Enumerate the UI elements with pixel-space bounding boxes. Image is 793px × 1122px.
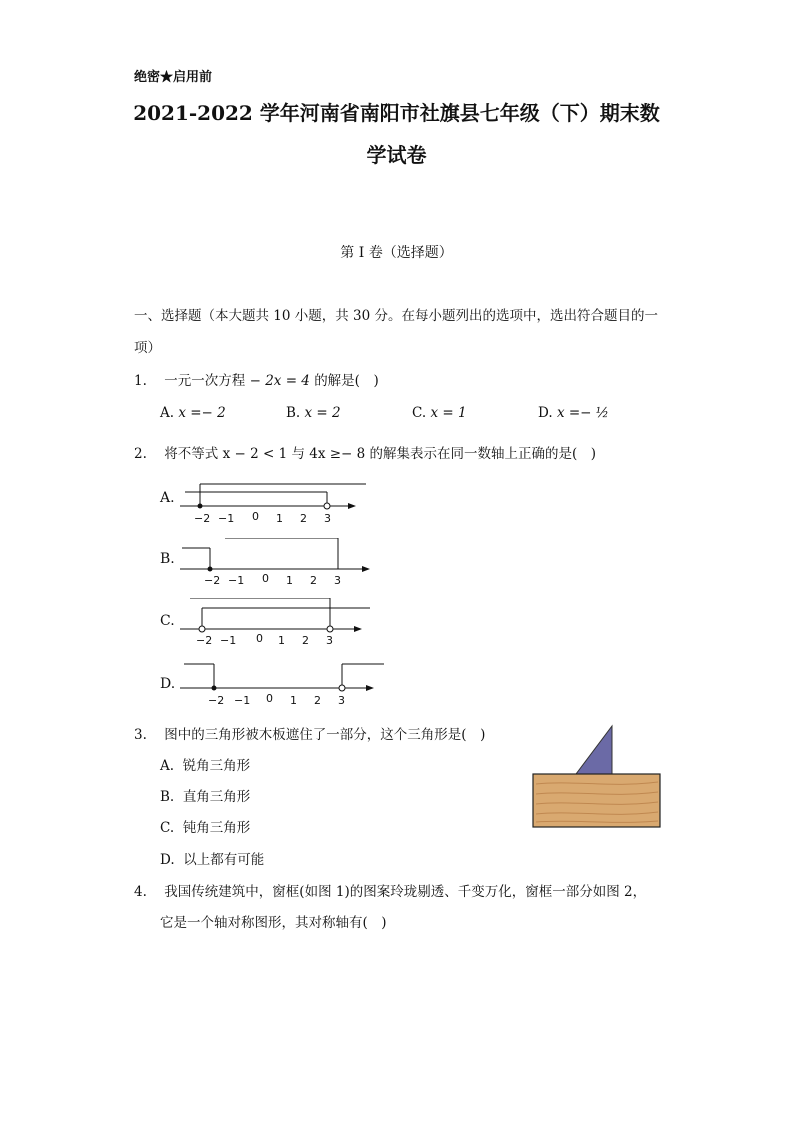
q3-option-d[interactable]: D. 以上都有可能 — [160, 852, 265, 868]
q3-option-a[interactable]: A. 锐角三角形 — [160, 758, 251, 774]
q1-option-c[interactable]: C. x = 1 — [412, 405, 467, 421]
tick-label: −1 — [220, 634, 237, 647]
tick-label: 2 — [300, 512, 307, 525]
tick-label: 1 — [286, 574, 293, 587]
question-stem: 图中的三角形被木板遮住了一部分，这个三角形是( ) — [164, 727, 486, 743]
question-number: 2. — [134, 446, 147, 462]
tick-label: −2 — [204, 574, 221, 587]
tick-label: 1 — [290, 694, 297, 707]
question-1 — [134, 369, 379, 389]
q2-option-a-label[interactable]: A. — [160, 490, 175, 506]
exam-title-line1: 2021-2022 学年河南省南阳市社旗县七年级（下）期末数 — [133, 101, 660, 125]
tick-label: −1 — [228, 574, 245, 587]
tick-label: 2 — [302, 634, 309, 647]
tick-label: 2 — [310, 574, 317, 587]
question-4-line2: 它是一个轴对称图形，其对称轴有( ) — [160, 915, 387, 931]
tick-label: 0 — [256, 632, 263, 645]
q3-option-c[interactable]: C. 钝角三角形 — [160, 820, 251, 836]
tick-label: −1 — [218, 512, 235, 525]
question-number: 3. — [134, 727, 147, 743]
q2-option-b-number-line — [180, 538, 380, 590]
triangle-board-figure — [532, 724, 662, 830]
question-stem-line1: 我国传统建筑中，窗框(如图 1)的图案玲珑剔透、千变万化，窗框一部分如图 2， — [164, 884, 647, 900]
question-number: 1. — [134, 373, 147, 389]
tick-label: −2 — [208, 694, 225, 707]
secret-label: 绝密★启用前 — [134, 70, 213, 85]
q2-option-a-number-line — [180, 476, 380, 528]
q2-option-b-label[interactable]: B. — [160, 551, 175, 567]
tick-label: 0 — [266, 692, 273, 705]
q1-option-a[interactable]: A. x =− 2 — [160, 405, 226, 421]
q2-option-d-label[interactable]: D. — [160, 676, 176, 692]
tick-label: 3 — [326, 634, 333, 647]
q2-option-c-label[interactable]: C. — [160, 613, 175, 629]
tick-label: 2 — [314, 694, 321, 707]
question-stem-tail: 的解是( ) — [314, 373, 379, 389]
tick-label: 0 — [262, 572, 269, 585]
section-heading: 一、选择题（本大题共 10 小题，共 30 分。在每小题列出的选项中，选出符合题目的一项） — [134, 308, 659, 356]
tick-label: 1 — [276, 512, 283, 525]
tick-label: −2 — [194, 512, 211, 525]
q1-option-b[interactable]: B. x = 2 — [286, 405, 341, 421]
exam-title-line2: 学试卷 — [366, 143, 427, 167]
tick-label: −2 — [196, 634, 213, 647]
question-math: − 2x = 4 — [249, 373, 310, 389]
question-3 — [134, 723, 485, 743]
question-4 — [134, 880, 674, 900]
part-heading: 第 I 卷（选择题） — [340, 245, 453, 261]
tick-label: 3 — [334, 574, 341, 587]
q1-option-d[interactable]: D. x =− ½ — [538, 405, 609, 421]
tick-label: 3 — [324, 512, 331, 525]
question-2 — [134, 442, 596, 462]
tick-label: 0 — [252, 510, 259, 523]
tick-label: 1 — [278, 634, 285, 647]
q3-option-b[interactable]: B. 直角三角形 — [160, 789, 251, 805]
tick-label: 3 — [338, 694, 345, 707]
q2-option-d-number-line — [180, 660, 390, 712]
question-stem: 一元一次方程 — [164, 373, 246, 389]
q2-option-c-number-line — [180, 598, 380, 650]
question-number: 4. — [134, 884, 147, 900]
question-stem: 将不等式 x − 2 < 1 与 4x ≥− 8 的解集表示在同一数轴上正确的是( ) — [164, 446, 597, 462]
tick-label: −1 — [234, 694, 251, 707]
